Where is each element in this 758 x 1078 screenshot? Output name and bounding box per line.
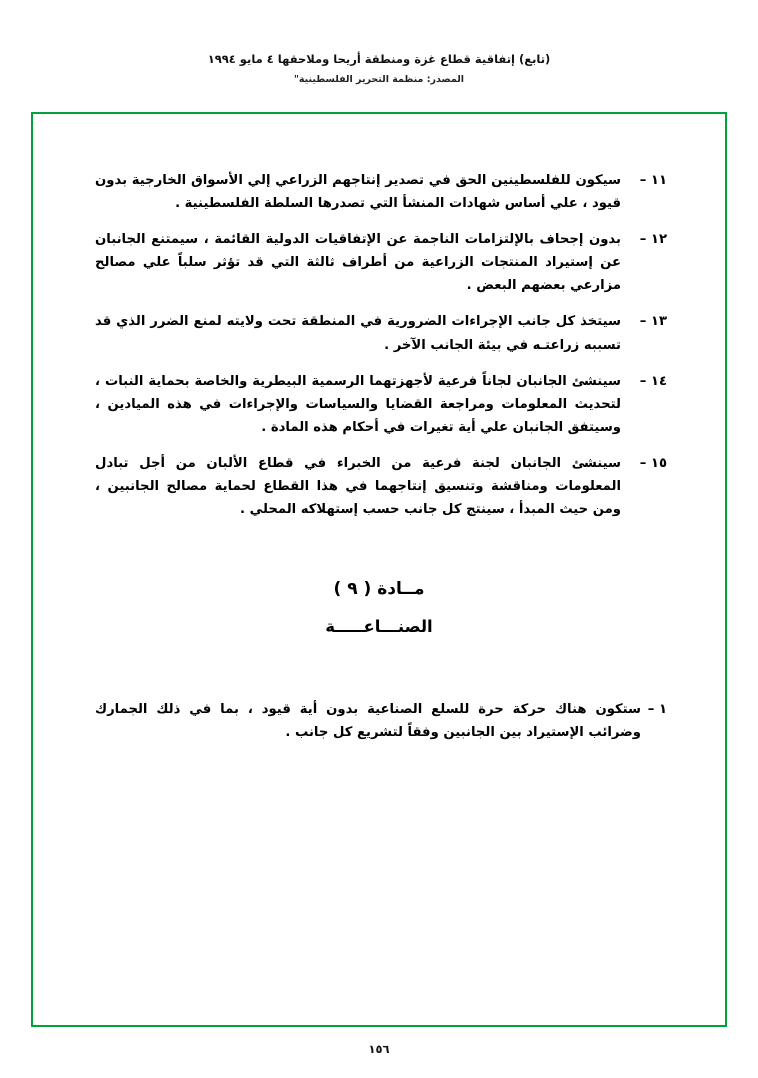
list-item (91, 452, 667, 521)
header-source: المصدر: منظمة التحرير الفلسطينية" (293, 74, 465, 85)
page-header (0, 0, 758, 85)
clause-text: ستكون هناك حركة حرة للسلع الصناعية بدون أية قيود ، بما في ذلك الجمارك وضرائب الإستيراد بين الجانبين وفقاً لتشريع كل جانب . (95, 702, 641, 741)
clause-text: سينشئ الجانبان لجاناً فرعية لأجهزتهما الرسمية البيطرية والخاصة بحماية النبات ، لتحديث المعلومات ومراجعة القضايا والسياسات والإجراءات في هذه الميادين ، وسيتفق الجانبان علي أية تغيرات في أحكام هذه المادة . (95, 373, 621, 435)
page-footer (0, 1042, 758, 1056)
clause-list (91, 169, 667, 521)
clause-number: ١٥ – (639, 455, 667, 471)
header-title: (تابع) إتفاقية قطاع غزة ومنطقة أريحا وملاحقها ٤ مايو ١٩٩٤ (207, 52, 551, 66)
green-border-frame (31, 112, 727, 1027)
page-number: ١٥٦ (368, 1042, 390, 1056)
frame-content (33, 114, 725, 1025)
list-item (91, 310, 667, 356)
clause-number: ١٣ – (639, 314, 667, 330)
clause-text: سيكون للفلسطينين الحق في تصدير إنتاجهم الزراعي إلي الأسواق الخارجية بدون قيود ، علي أساس شهادات المنشأ التي تصدرها السلطة الفلسطينية . (95, 173, 621, 212)
list-item (91, 228, 667, 297)
list-item (91, 169, 667, 215)
clause-text: بدون إجحاف بالإلتزامات الناجمة عن الإتفاقيات الدولية القائمة ، سيمتنع الجانبان عن إستيراد المنتجات الزراعية من أطراف ثالثة التي قد تؤثر سلباً علي مصالح مزارعي بعضهم البعض . (95, 232, 621, 294)
article-body (91, 698, 667, 744)
article-heading-block (91, 579, 667, 636)
clause-number: ١ – (647, 702, 667, 718)
clause-number: ١٢ – (639, 232, 667, 248)
article-title: مــادة ( ٩ ) (333, 579, 425, 600)
clause-number: ١٤ – (639, 373, 667, 389)
list-item (91, 698, 667, 744)
list-item (91, 370, 667, 439)
clause-number: ١١ – (639, 173, 667, 188)
clause-text: سيتخذ كل جانب الإجراءات الضرورية في المنطقة تحت ولايته لمنع الضرر الذي قد تسببه زراعتـه في بيئة الجانب الآخر . (95, 314, 621, 353)
article-subtitle: الصنـــاعـــــة (325, 617, 433, 637)
clause-text: سينشئ الجانبان لجنة فرعية من الخبراء في قطاع الألبان من أجل تبادل المعلومات ومناقشة وتنسيق إنتاجهما في هذا القطاع لحماية مصالح الجانبين ، ومن حيث المبدأ ، سينتج كل جانب حسب إستهلاكه المحلي . (95, 455, 621, 518)
